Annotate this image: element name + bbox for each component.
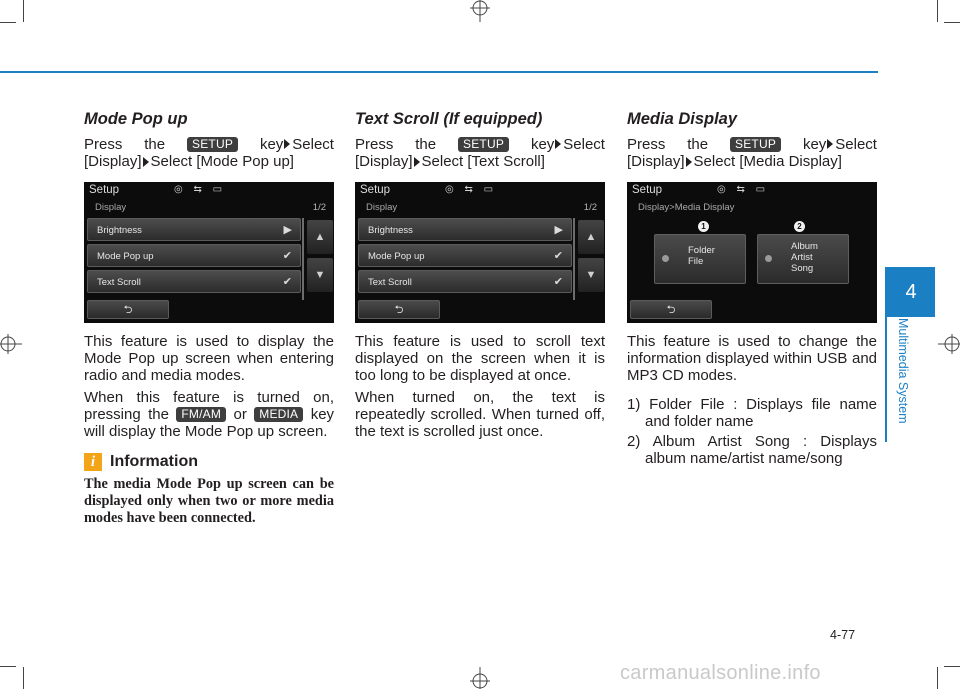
page-indicator: 1/2 [583,202,597,213]
option-album-artist-song [757,234,849,284]
instruction-word: key [530,136,555,153]
screen-title: Setup [360,184,391,196]
option-list [627,396,877,467]
registration-mark-top [468,0,492,24]
instruction-word: Press [627,136,666,153]
fm-am-key-badge: FM/AM [176,407,226,422]
screen-title: Setup [89,184,120,196]
media-key-badge: MEDIA [254,407,303,422]
screen-subtitle: Display [95,202,127,213]
menu-item-label: Mode Pop up [368,251,425,262]
radio-indicator-icon [662,255,669,262]
scrollbar [573,218,575,300]
registration-mark-left [0,332,22,356]
back-icon: ⮌ [630,300,712,319]
scroll-down-icon: ▼ [307,258,333,292]
menu-item-brightness [358,218,572,241]
chapter-number-tab: 4 [887,267,935,317]
menu-item-text-scroll [87,270,301,293]
chevron-right-icon: ▶ [554,224,563,236]
scroll-down-icon: ▼ [578,258,604,292]
screen-title: Setup [632,184,663,196]
crop-mark [937,667,938,689]
instruction-line [84,153,334,170]
status-icons: ◎ ⇆ ▭ [445,184,498,195]
radio-indicator-icon [765,255,772,262]
crop-mark [937,0,938,22]
setup-display-screenshot [84,182,334,323]
text-run: will display the Mode Pop up screen. [84,423,328,440]
information-text: The media Mode Pop up screen can be displayed only when two or more media modes have been connected. [84,476,334,526]
scroll-up-icon: ▲ [307,220,333,254]
section-heading: Mode Pop up [84,110,188,128]
crop-mark [944,666,960,667]
instruction-word: Select [Mode Pop up] [150,153,294,170]
media-display-screenshot [627,182,877,323]
menu-item-label: Mode Pop up [97,251,154,262]
screen-subtitle: Display [366,202,398,213]
page-indicator: 1/2 [312,202,326,213]
callout-number-1: 1 [698,221,709,232]
instruction-word: Select [Text Scroll] [421,153,545,170]
instruction-word: Press [84,136,123,153]
text-run: key [310,406,335,423]
section-mode-pop-up [84,110,334,527]
header-rule [0,71,878,73]
text-run: When this feature is turned on, pressing the [84,389,334,423]
menu-item-label: Text Scroll [368,277,412,288]
crop-mark [23,667,24,689]
checkmark-icon: ✔ [282,276,292,288]
option-folder-file [654,234,746,284]
instruction-word: the [687,136,709,153]
information-heading [84,453,334,471]
checkmark-icon: ✔ [553,250,563,262]
setup-key-badge: SETUP [730,137,781,152]
instruction-word: Select [835,136,877,153]
instruction-word: Select [Media Display] [693,153,842,170]
instruction-word: the [415,136,437,153]
instruction-line [355,136,605,153]
instruction-line [84,136,334,153]
setup-display-screenshot [355,182,605,323]
menu-item-label: Brightness [97,225,142,236]
instruction-line [355,153,605,170]
text-run: or [233,406,247,423]
menu-item-mode-pop-up [358,244,572,267]
instruction-word: [Display] [84,153,142,170]
crop-mark [0,22,16,23]
description-paragraph: This feature is used to scroll text displayed on the screen when it is too long to be displayed at once. [355,333,605,384]
arrow-right-icon [686,157,692,167]
section-heading: Media Display [627,110,738,128]
section-text-scroll [355,110,605,440]
scrollbar [302,218,304,300]
instruction-word: Select [563,136,605,153]
menu-item-label: Brightness [368,225,413,236]
back-icon: ⮌ [87,300,169,319]
setup-key-badge: SETUP [458,137,509,152]
arrow-right-icon [284,139,290,149]
crop-mark [944,22,960,23]
description-paragraph: When turned on, the text is repeatedly scrolled. When turned off, the text is scrolled just once. [355,389,605,440]
list-item: 1) Folder File : Displays file name and folder name [627,396,877,430]
instruction-line [627,153,877,170]
description-paragraph [84,389,334,440]
registration-mark-right [938,332,960,356]
instruction-word: Press [355,136,394,153]
watermark: carmanualsonline.info [620,662,821,684]
arrow-right-icon [555,139,561,149]
instruction-word: the [144,136,166,153]
callout-number-2: 2 [794,221,805,232]
section-heading: Text Scroll (If equipped) [355,110,543,128]
arrow-right-icon [827,139,833,149]
registration-mark-bottom [468,666,492,689]
menu-item-text-scroll [358,270,572,293]
instruction-word: [Display] [355,153,413,170]
screen-subtitle: Display>Media Display [638,202,735,213]
arrow-right-icon [414,157,420,167]
description-paragraph: This feature is used to change the information displayed within USB and MP3 CD modes. [627,333,877,384]
crop-mark [23,0,24,22]
chapter-title: Multimedia System [896,318,910,424]
checkmark-icon: ✔ [553,276,563,288]
crop-mark [0,666,16,667]
list-item: 2) Album Artist Song : Displays album name/artist name/song [627,433,877,467]
setup-key-badge: SETUP [187,137,238,152]
instruction-word: Select [292,136,334,153]
information-icon: i [84,453,102,471]
description-paragraph: This feature is used to display the Mode Pop up screen when entering radio and media modes. [84,333,334,384]
option-label: Album Artist Song [791,241,818,274]
scroll-up-icon: ▲ [578,220,604,254]
menu-item-brightness [87,218,301,241]
instruction-word: key [802,136,827,153]
status-icons: ◎ ⇆ ▭ [717,184,770,195]
chevron-right-icon: ▶ [283,224,292,236]
status-icons: ◎ ⇆ ▭ [174,184,227,195]
arrow-right-icon [143,157,149,167]
page-number: 4-77 [830,628,856,642]
instruction-word: key [259,136,284,153]
information-label: Information [110,453,198,470]
menu-item-mode-pop-up [87,244,301,267]
instruction-word: [Display] [627,153,685,170]
instruction-line [627,136,877,153]
menu-item-label: Text Scroll [97,277,141,288]
back-icon: ⮌ [358,300,440,319]
option-label: Folder File [688,245,715,267]
section-media-display [627,110,877,470]
checkmark-icon: ✔ [282,250,292,262]
